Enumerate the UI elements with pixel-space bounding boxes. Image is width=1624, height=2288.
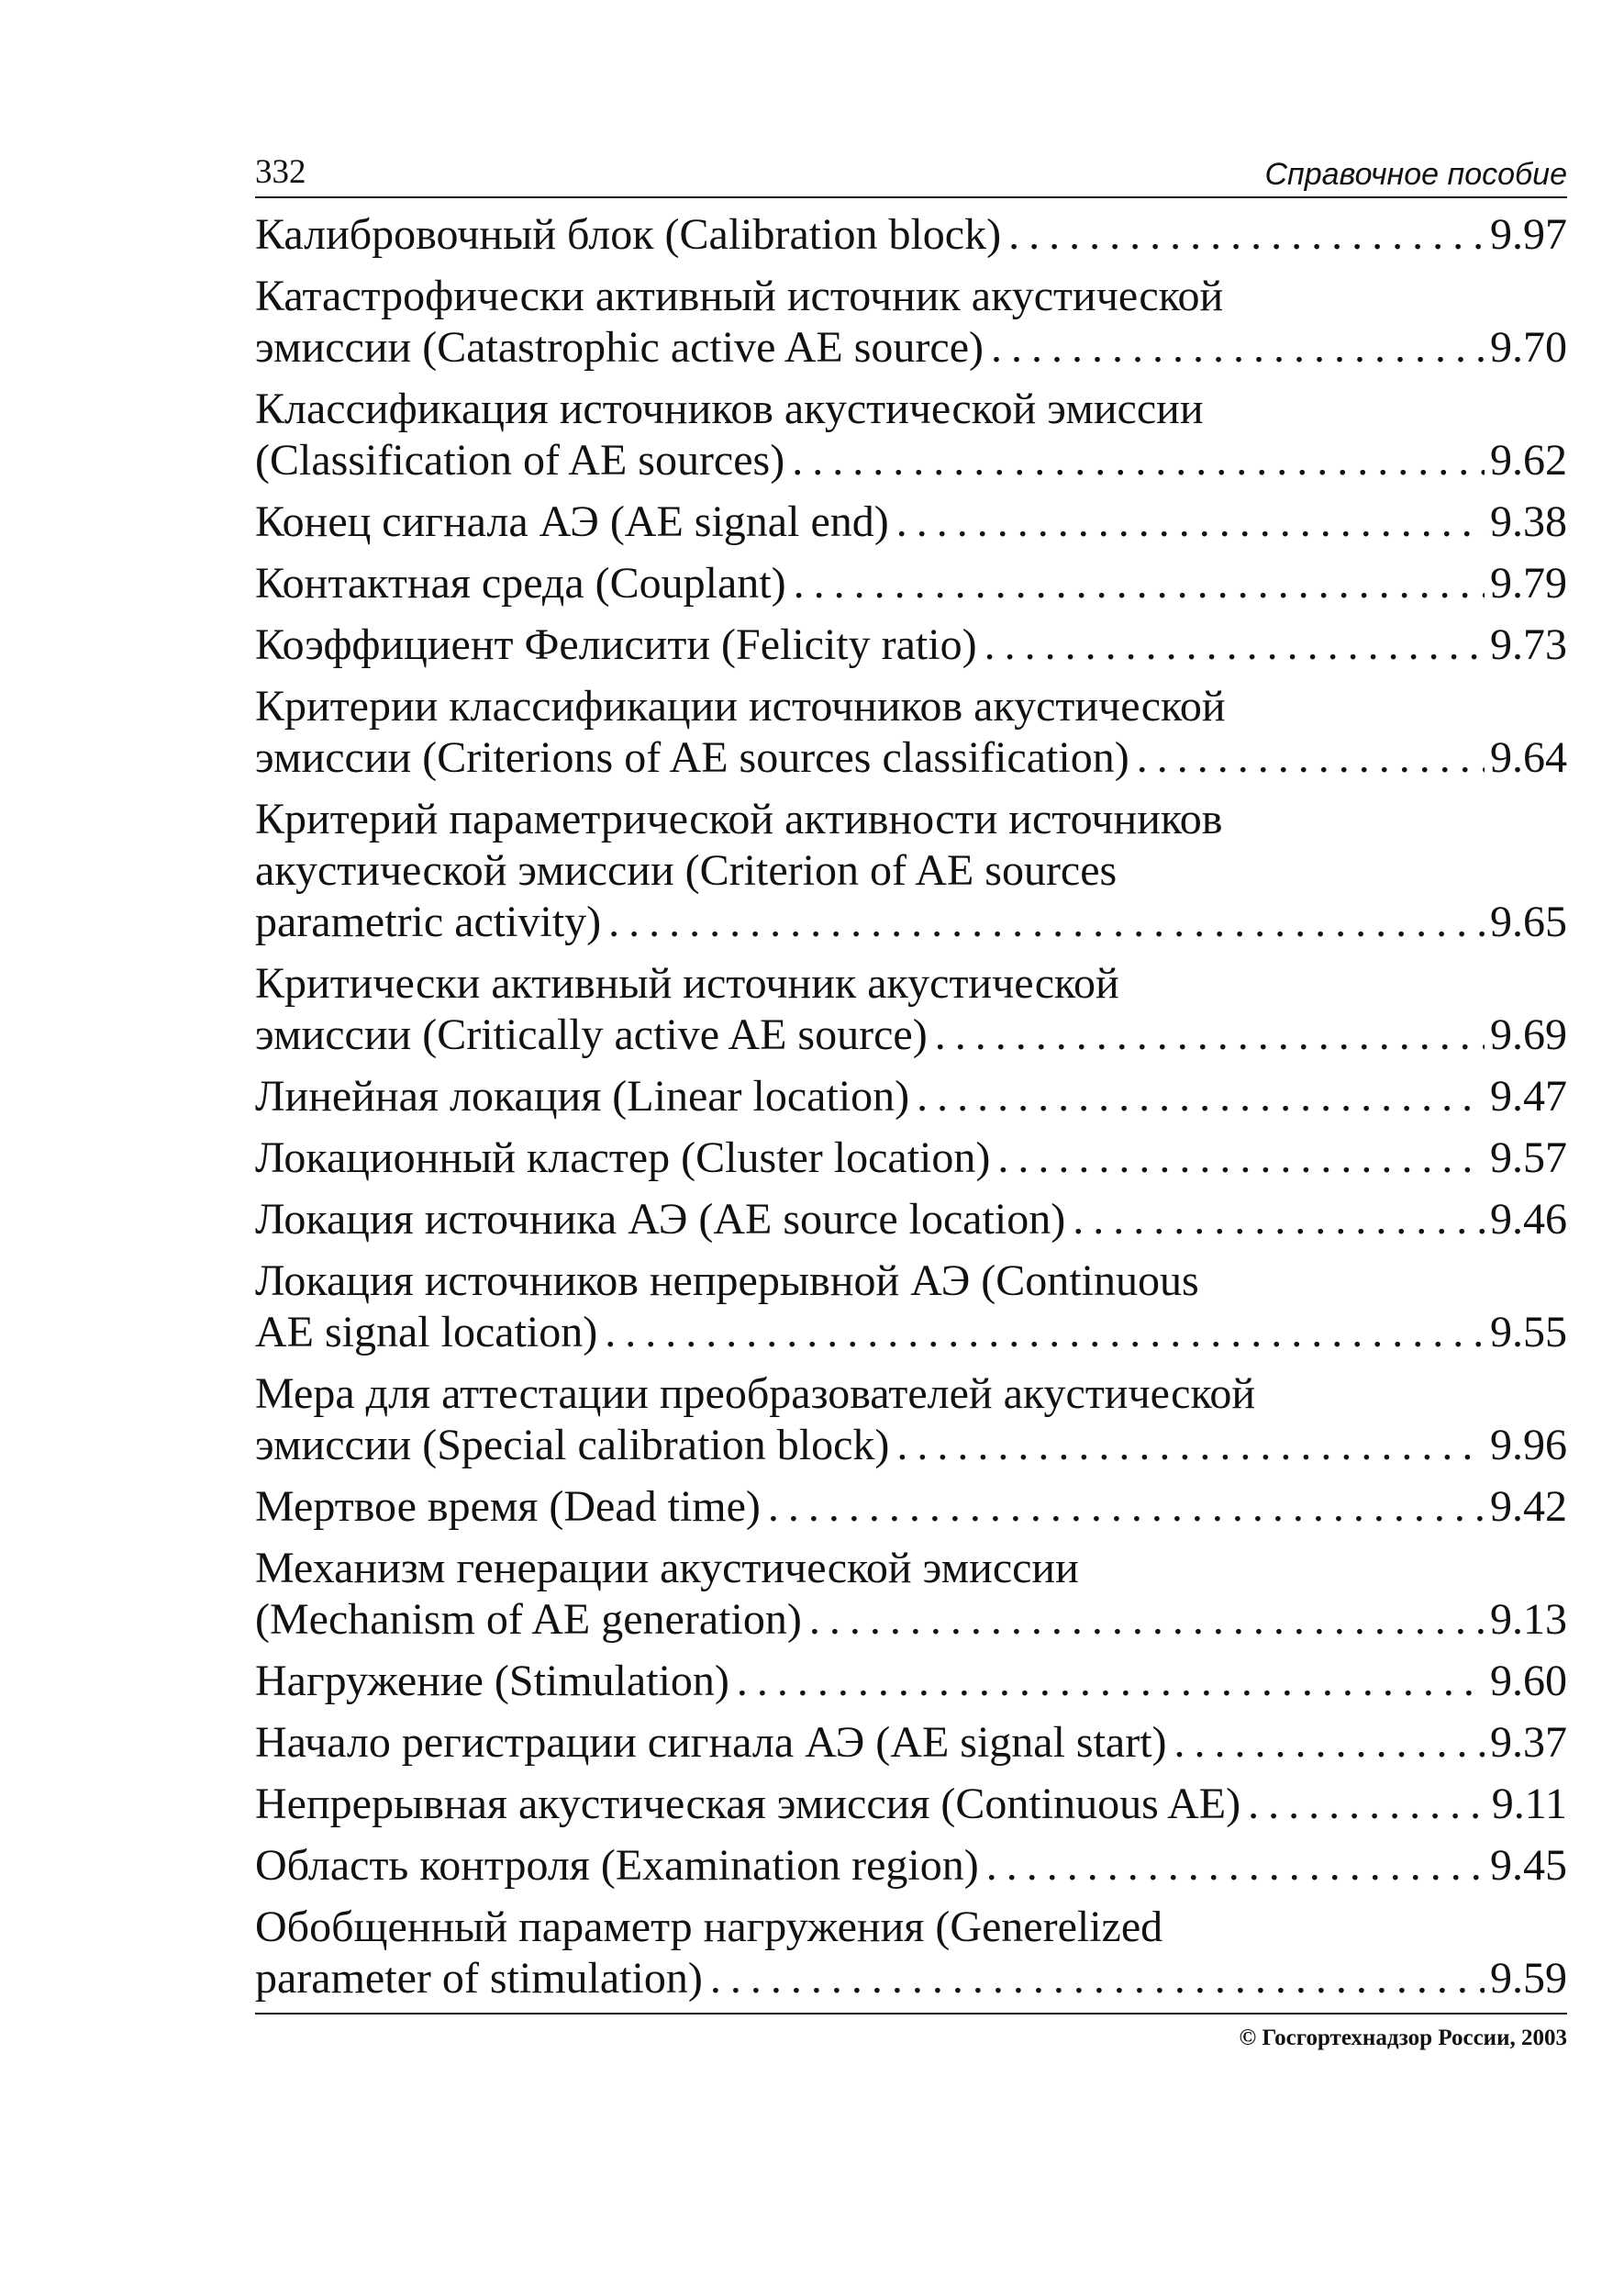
entry-title-line: Конец сигнала АЭ (AE signal end): [255, 497, 889, 546]
page-reference: 9.79: [1490, 559, 1567, 608]
index-entry: [255, 1481, 1567, 1533]
index-entry: [255, 1256, 1567, 1358]
entry-title-line: parametric activity): [255, 898, 602, 946]
entry-title-line: Критерий параметрической активности источников: [255, 795, 1223, 843]
entry-title-line: эмиссии (Criterions of AE sources classification): [255, 733, 1129, 782]
entry-final-line: [255, 1307, 1567, 1358]
page-reference: 9.38: [1490, 497, 1567, 546]
page-reference: 9.13: [1490, 1595, 1567, 1644]
index-entry: [255, 1779, 1567, 1830]
entry-title-line: Локационный кластер (Cluster location): [255, 1133, 991, 1182]
entry-title-line: AE signal location): [255, 1308, 598, 1356]
page-header: [255, 147, 1567, 198]
entry-title-line: Локация источника АЭ (AE source location): [255, 1195, 1066, 1244]
index-entry: [255, 209, 1567, 261]
dot-leader: [1248, 1779, 1486, 1830]
index-entry: [255, 271, 1567, 374]
page-reference: 9.59: [1490, 1954, 1567, 2003]
entry-final-line: [255, 619, 1567, 671]
index-entry: [255, 1194, 1567, 1245]
page-reference: 9.11: [1491, 1780, 1567, 1828]
page-reference: 9.47: [1490, 1072, 1567, 1121]
dot-leader: [935, 1010, 1485, 1061]
dot-leader: [608, 897, 1485, 948]
index-entry: [255, 1840, 1567, 1892]
entry-final-line: [255, 1594, 1567, 1646]
entry-final-line: [255, 1071, 1567, 1122]
entry-final-line: [255, 1779, 1567, 1830]
entry-title-line: Контактная среда (Couplant): [255, 559, 786, 608]
copyright-notice: © Госгортехнадзор России, 2003: [1239, 2026, 1567, 2050]
index-entry: [255, 384, 1567, 486]
page-reference: 9.46: [1490, 1195, 1567, 1244]
dot-leader: [737, 1656, 1485, 1707]
dot-leader: [1073, 1194, 1485, 1245]
entry-final-line: [255, 1953, 1567, 2004]
entry-final-line: [255, 1656, 1567, 1707]
dot-leader: [792, 435, 1485, 486]
dot-leader: [605, 1307, 1485, 1358]
entry-title-line: Линейная локация (Linear location): [255, 1072, 910, 1121]
entry-title-line: Калибровочный блок (Calibration block): [255, 210, 1002, 259]
dot-leader: [1008, 209, 1485, 261]
index-entry: [255, 1543, 1567, 1646]
dot-leader: [896, 497, 1485, 548]
dot-leader: [794, 558, 1485, 609]
index-entry: [255, 1368, 1567, 1471]
entry-title-line: акустической эмиссии (Criterion of AE sources: [255, 846, 1118, 895]
dot-leader: [768, 1481, 1485, 1533]
entry-title-line: Непрерывная акустическая эмиссия (Continuous AE): [255, 1780, 1241, 1828]
footer-divider: [255, 2013, 1567, 2015]
page-reference: 9.60: [1490, 1657, 1567, 1705]
entry-title-line: parameter of stimulation): [255, 1954, 703, 2003]
entry-title-line: Катастрофически активный источник акустической: [255, 272, 1224, 320]
dot-leader: [984, 619, 1485, 671]
page-reference: 9.62: [1490, 436, 1567, 485]
dot-leader: [917, 1071, 1485, 1122]
entry-title-line: Критически активный источник акустической: [255, 959, 1119, 1008]
dot-leader: [1174, 1717, 1485, 1769]
entry-final-line: [255, 1010, 1567, 1061]
dot-leader: [986, 1840, 1485, 1892]
entry-title-line: эмиссии (Catastrophic active AE source): [255, 323, 984, 372]
index-entry: [255, 497, 1567, 548]
dot-leader: [809, 1594, 1485, 1646]
page-reference: 9.73: [1490, 620, 1567, 669]
entry-title-line: Обобщенный параметр нагружения (Generelized: [255, 1903, 1163, 1951]
entry-final-line: [255, 897, 1567, 948]
entry-final-line: [255, 1717, 1567, 1769]
index-entry: [255, 1133, 1567, 1184]
page-reference: 9.42: [1490, 1482, 1567, 1531]
entry-final-line: [255, 209, 1567, 261]
page-reference: 9.97: [1490, 210, 1567, 259]
page-reference: 9.69: [1490, 1010, 1567, 1059]
dot-leader: [997, 1133, 1485, 1184]
index-entry: [255, 794, 1567, 948]
dot-leader: [991, 322, 1485, 374]
index-entry: [255, 558, 1567, 609]
entry-final-line: [255, 1133, 1567, 1184]
index-entry: [255, 958, 1567, 1061]
entry-title-line: эмиссии (Special calibration block): [255, 1421, 890, 1469]
entry-title-line: (Mechanism of AE generation): [255, 1595, 802, 1644]
index-entry: [255, 1902, 1567, 2004]
entry-title-line: Классификация источников акустической эмиссии: [255, 385, 1204, 433]
entry-final-line: [255, 1840, 1567, 1892]
entry-final-line: [255, 435, 1567, 486]
entry-title-line: Коэффициент Фелисити (Felicity ratio): [255, 620, 977, 669]
entry-title-line: Начало регистрации сигнала АЭ (AE signal start): [255, 1718, 1167, 1767]
entry-title-line: Нагружение (Stimulation): [255, 1657, 729, 1705]
page-reference: 9.65: [1490, 898, 1567, 946]
index-entry: [255, 1071, 1567, 1122]
entry-final-line: [255, 497, 1567, 548]
running-title: Справочное пособие: [1264, 157, 1567, 192]
page-reference: 9.70: [1490, 323, 1567, 372]
dot-leader: [896, 1420, 1485, 1471]
dot-leader: [710, 1953, 1485, 2004]
entry-title-line: Мертвое время (Dead time): [255, 1482, 761, 1531]
index-entry: [255, 1656, 1567, 1707]
entry-final-line: [255, 1481, 1567, 1533]
entry-final-line: [255, 1420, 1567, 1471]
page-reference: 9.64: [1490, 733, 1567, 782]
page-reference: 9.37: [1490, 1718, 1567, 1767]
entry-final-line: [255, 558, 1567, 609]
page-reference: 9.57: [1490, 1133, 1567, 1182]
index-list: [255, 209, 1567, 2015]
index-entry: [255, 681, 1567, 784]
page-reference: 9.96: [1490, 1421, 1567, 1469]
entry-title-line: Критерии классификации источников акустической: [255, 682, 1226, 731]
entry-final-line: [255, 322, 1567, 374]
index-entry: [255, 619, 1567, 671]
entry-title-line: Механизм генерации акустической эмиссии: [255, 1544, 1079, 1592]
entry-final-line: [255, 732, 1567, 784]
entry-title-line: Мера для аттестации преобразователей акустической: [255, 1369, 1256, 1418]
entry-title-line: (Classification of AE sources): [255, 436, 785, 485]
page-number: 332: [255, 153, 306, 191]
entry-title-line: Локация источников непрерывной АЭ (Continuous: [255, 1256, 1199, 1305]
index-entry: [255, 1717, 1567, 1769]
entry-title-line: Область контроля (Examination region): [255, 1841, 979, 1890]
page-reference: 9.55: [1490, 1308, 1567, 1356]
dot-leader: [1137, 732, 1485, 784]
entry-title-line: эмиссии (Critically active AE source): [255, 1010, 928, 1059]
entry-final-line: [255, 1194, 1567, 1245]
page-reference: 9.45: [1490, 1841, 1567, 1890]
